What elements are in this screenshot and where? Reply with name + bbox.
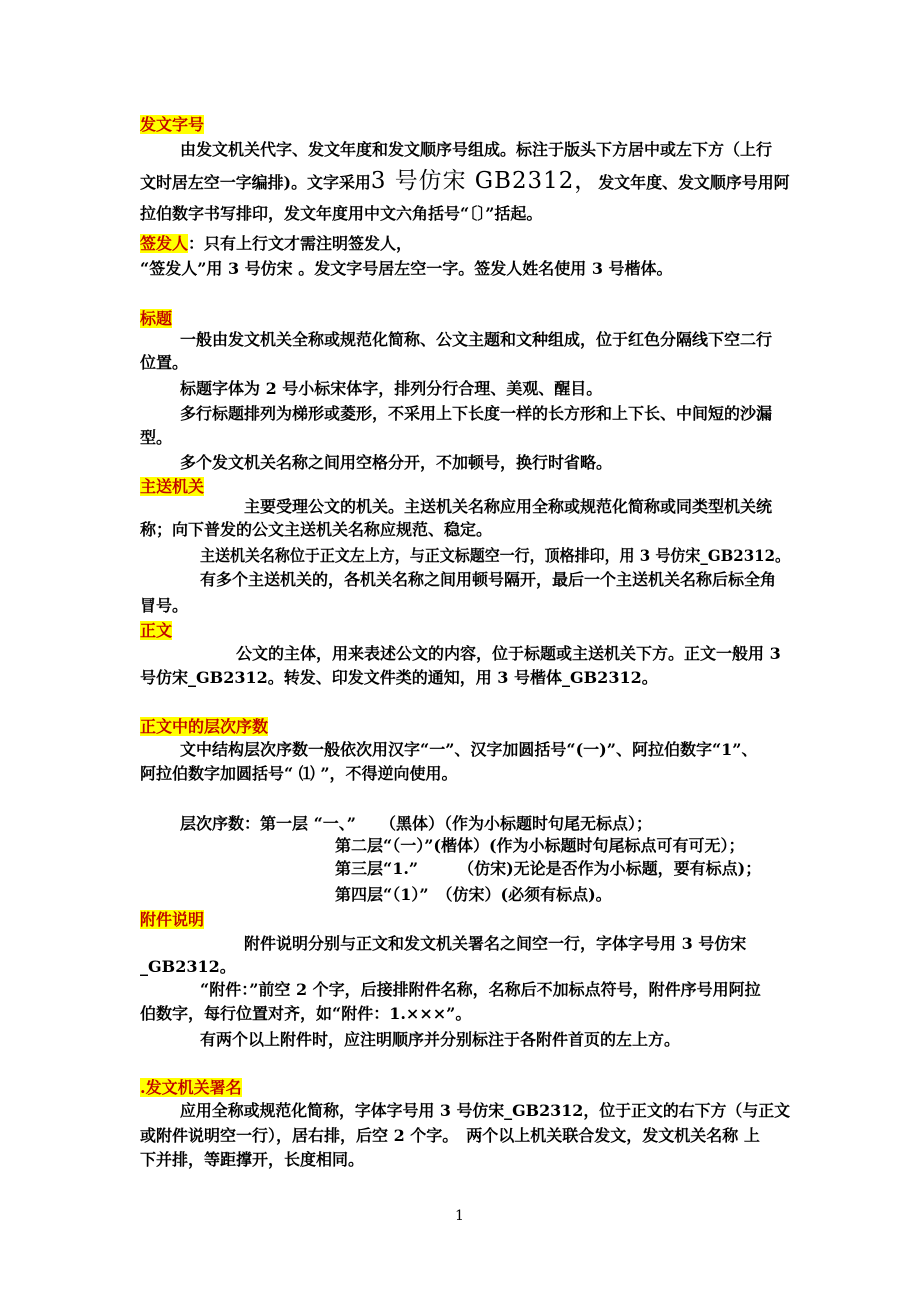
paragraph-line: 拉伯数字书写排印，发文年度用中文六角括号“〔〕”括起。 [140, 204, 543, 223]
paragraph-line: 下并排，等距撑开，长度相同。 [140, 1150, 365, 1169]
paragraph-line: 型。 [140, 428, 173, 447]
paragraph-line: 号仿宋_GB2312。转发、印发文件类的通知，用 3 号楷体_GB2312。 [140, 668, 658, 687]
paragraph-line: 或附件说明空一行），居右排，后空 2 个字。 两个以上机关联合发文，发文机关名称 上 [140, 1126, 760, 1145]
paragraph-line: 多行标题排列为梯形或菱形，不采用上下长度一样的长方形和上下长、中间短的沙漏 [180, 404, 773, 423]
paragraph-line: 标题字体为 2 号小标宋体字，排列分行合理、美观、醒目。 [180, 379, 603, 398]
section-title-attachment: 附件说明 [140, 910, 205, 929]
section-title-levels-line [140, 716, 268, 738]
section-title-heading-line [140, 308, 172, 330]
paragraph-line: 主要受理公文的机关。主送机关名称应用全称或规范化简称或同类型机关统 [244, 497, 773, 516]
paragraph-line: 多个发文机关名称之间用空格分开，不加顿号，换行时省略。 [180, 453, 613, 472]
page-number: 1 [455, 1208, 464, 1224]
paragraph-line: 有多个主送机关的，各机关名称之间用顿号隔开，最后一个主送机关名称后标全角 [200, 570, 777, 589]
section-title-recipient: 主送机关 [140, 477, 205, 496]
font-spec-text: 3 号仿宋 GB2312， [370, 168, 599, 194]
paragraph-line: _GB2312。 [140, 957, 236, 976]
section-title-attachment-line [140, 909, 204, 931]
section-title-signature-line [140, 1077, 242, 1099]
signer-line [140, 233, 412, 255]
paragraph-line: “签发人”用 3 号仿宋 。发文字号居左空一字。签发人姓名使用 3 号楷体。 [140, 259, 673, 278]
section-title-heading: 标题 [140, 309, 173, 328]
section-title-levels: 正文中的层次序数 [140, 717, 269, 736]
text-span: 发文年度、发文顺序号用阿 [598, 173, 790, 192]
paragraph-line: 称；向下普发的公文主送机关名称应规范、稳定。 [140, 520, 493, 539]
paragraph-line [140, 170, 790, 194]
text-span: ：只有上行文才需注明签发人， [188, 234, 413, 253]
paragraph-line: “附件：”前空 2 个字，后接排附件名称，名称后不加标点符号，附件序号用阿拉 [200, 980, 761, 999]
section-title-recipient-line [140, 476, 204, 498]
paragraph-line: 应用全称或规范化简称，字体字号用 3 号仿宋_GB2312，位于正文的右下方（与正文 [180, 1101, 791, 1120]
section-title-signer: 签发人 [140, 234, 189, 253]
level-line-2: 第二层“（一）”(楷体）(作为小标题时句尾标点可有可无）； [335, 836, 745, 855]
level-line-4: 第四层“（1）” （仿宋）(必须有标点)。 [335, 885, 612, 904]
paragraph-line: 一般由发文机关全称或规范化简称、公文主题和文种组成，位于红色分隔线下空二行 [180, 330, 773, 349]
section-title-doc-number: 发文字号 [140, 115, 205, 134]
section-title-body: 正文 [140, 621, 173, 640]
paragraph-line: 由发文机关代字、发文年度和发文顺序号组成。标注于版头下方居中或左下方（上行 [180, 140, 773, 159]
section-title-body-line [140, 620, 172, 642]
paragraph-line: 主送机关名称位于正文左上方，与正文标题空一行，顶格排印，用 3 号仿宋_GB2312。 [200, 546, 790, 565]
text-span: 文时居左空一字编排)。文字采用 [140, 173, 371, 192]
paragraph-line: 公文的主体，用来表述公文的内容，位于标题或主送机关下方。正文一般用 3 [236, 644, 781, 663]
level-line-3: 第三层“1.” （仿宋)无论是否作为小标题，要有标点)； [335, 859, 762, 878]
paragraph-line: 阿拉伯数字加圆括号“ ⑴ ”，不得逆向使用。 [140, 764, 458, 783]
paragraph-line: 附件说明分别与正文和发文机关署名之间空一行，字体字号用 3 号仿宋 [244, 934, 747, 953]
section-title-signature: .发文机关署名 [140, 1078, 242, 1097]
paragraph-line: 有两个以上附件时，应注明顺序并分别标注于各附件首页的左上方。 [200, 1030, 681, 1049]
paragraph-line: 伯数字，每行位置对齐，如“附件：1.×××”。 [140, 1004, 472, 1023]
paragraph-line: 位置。 [140, 353, 189, 372]
paragraph-line: 冒号。 [140, 596, 189, 615]
level-line-1: 层次序数：第一层 “一、” （黑体）（作为小标题时句尾无标点）； [180, 814, 652, 833]
section-title-doc-number-line [140, 114, 204, 136]
paragraph-line: 文中结构层次序数一般依次用汉字“一”、汉字加圆括号“(一)”、阿拉伯数字“1”、 [180, 740, 758, 759]
